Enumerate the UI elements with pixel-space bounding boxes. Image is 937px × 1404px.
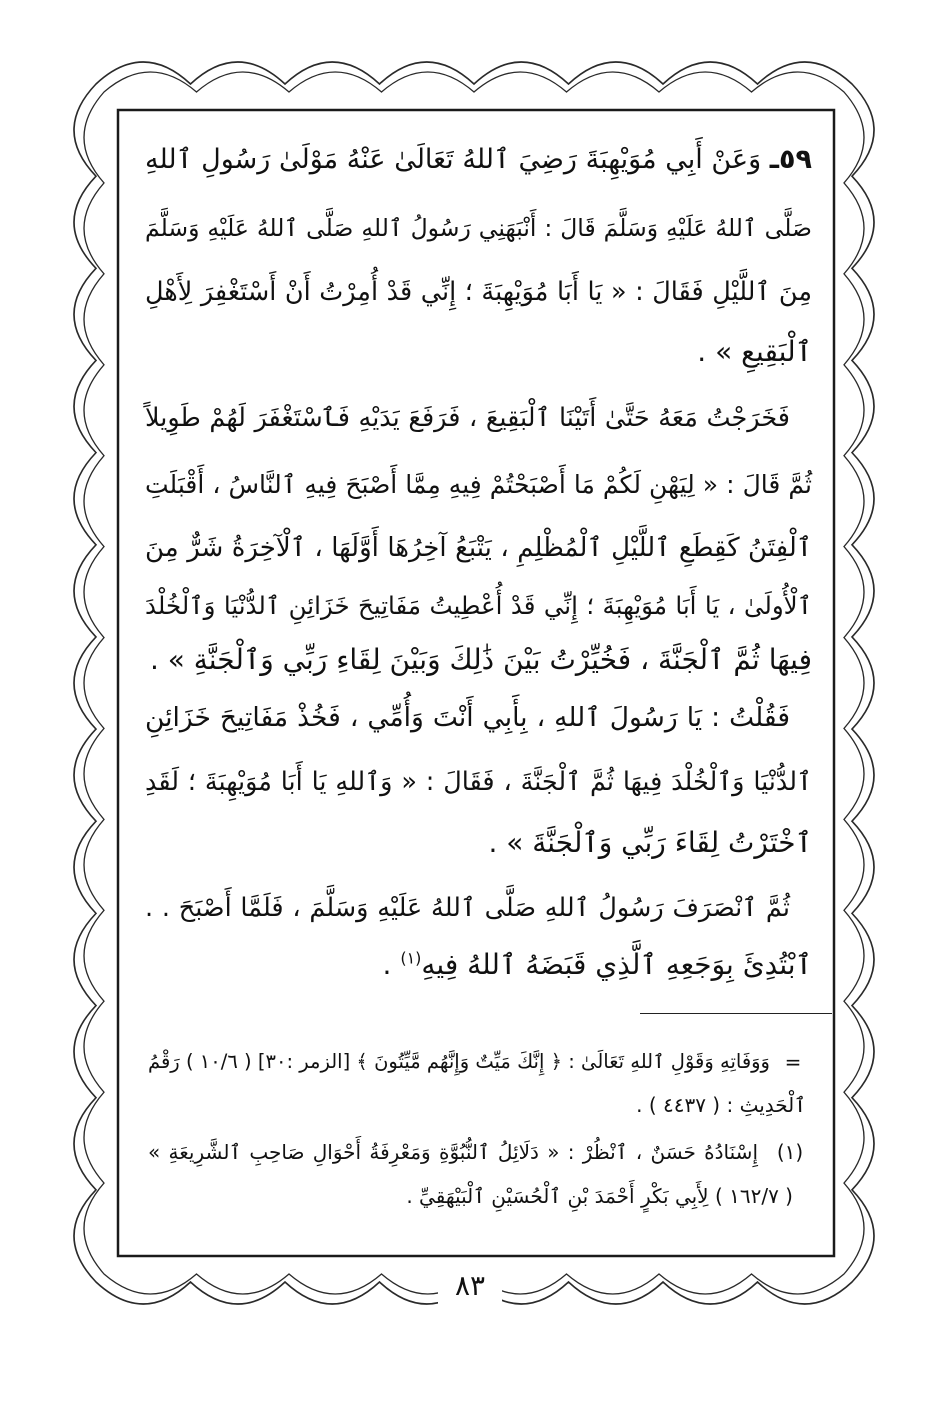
page-number: ٨٣ [438,1266,502,1306]
footnote-reference: (١) [400,948,422,968]
text-line-12: ٱخْتَرْتُ لِقَاءَ رَبِّي وَٱلْجَنَّةَ » . [488,826,812,859]
text-line-9: فِيهَا ثُمَّ ٱلْجَنَّةَ ، فَخُيِّرْتُ بَيْنَ ذَٰلِكَ وَبَيْنَ لِقَاءِ رَبِّي وَٱلْجَنَّةِ » . [149,643,812,676]
closing-mark: . [382,948,392,981]
text-line-3: مِنَ ٱللَّيْلِ فَقَالَ : « يَا أَبَا مُوَيْهِبَةَ ؛ إِنِّي قَدْ أُمِرْتُ أَنْ أَسْتَغْفِرَ لِأَهْلِ [145,277,812,307]
footnote-1-line-1: إِسْنَادُهُ حَسَنٌ ، ٱنْظُرْ : « دَلَائِلُ ٱلنُّبُوَّةِ وَمَعْرِفَةُ أَحْوَالِ صَاحِبِ ٱلشَّرِيعَةِ » [148,1140,758,1164]
text-line-2: صَلَّى ٱللهُ عَلَيْهِ وَسَلَّمَ قَالَ : أَنْبَهَنِي رَسُولُ ٱللهِ صَلَّى ٱللهُ عَلَيْهِ وَسَلَّمَ [145,214,812,242]
footnote-continuation-line-1: وَوَفَاتِهِ وَقَوْلِ ٱللهِ تَعَالَىٰ : ﴿ إِنَّكَ مَيِّتٌ وَإِنَّهُم مَّيِّتُونَ ﴾ [الزمر :٣٠] ( ١٠/٦ ) رَقْمُ [148,1050,770,1073]
text-line-14-body: ٱبْتُدِئَ بِوَجَعِهِ ٱلَّذِي قَبَضَهُ ٱللهُ فِيهِ [421,948,812,981]
text-line-10: فَقُلْتُ : يَا رَسُولَ ٱللهِ ، بِأَبِي أَنْتَ وَأُمِّي ، فَخُذْ مَفَاتِيحَ خَزَائِنِ [145,702,790,733]
text-line-6: ثُمَّ قَالَ : « لِيَهْنِ لَكُمْ مَا أَصْبَحْتُمْ فِيهِ مِمَّا أَصْبَحَ فِيهِ ٱلنَّاسُ ، أَقْبَلَتِ [145,470,812,499]
text-line-13: ثُمَّ ٱنْصَرَفَ رَسُولُ ٱللهِ صَلَّى ٱللهُ عَلَيْهِ وَسَلَّمَ ، فَلَمَّا أَصْبَحَ . . [145,893,790,923]
text-line-1 [145,132,812,188]
footnote-continuation-line-2: ٱلْحَدِيثِ : ( ٤٤٣٧ ) . [636,1093,806,1117]
text-line-14 [145,937,812,993]
text-line-4: ٱلْبَقِيعِ » . [697,335,812,368]
footnote-continuation-marker: = [784,1050,802,1074]
text-line-1-body: وَعَنْ أَبِي مُوَيْهِبَةَ رَضِيَ ٱللهُ تَعَالَىٰ عَنْهُ مَوْلَىٰ رَسُولِ ٱللهِ [145,144,762,175]
text-line-11: ٱلدُّنْيَا وَٱلْخُلْدَ فِيهَا ثُمَّ ٱلْجَنَّةَ ، فَقَالَ : « وَٱللهِ يَا أَبَا مُوَيْهِبَةَ ؛ لَقَدِ [145,767,812,797]
text-line-8: ٱلْأُولَىٰ ، يَا أَبَا مُوَيْهِبَةَ ؛ إِنِّي قَدْ أُعْطِيتُ مَفَاتِيحَ خَزَائِنِ ٱلدُّنْيَا وَٱلْخُلْدَ [145,591,812,620]
footnote-separator [640,1013,832,1014]
text-line-7: ٱلْفِتَنُ كَقِطَعِ ٱللَّيْلِ ٱلْمُظْلِمِ ، يَتْبَعُ آخِرُهَا أَوَّلَهَا ، ٱلْآخِرَةُ شَرٌّ مِنَ [145,533,812,563]
text-line-5: فَخَرَجْتُ مَعَهُ حَتَّىٰ أَتَيْنَا ٱلْبَقِيعَ ، فَرَفَعَ يَدَيْهِ فَٱسْتَغْفَرَ لَهُمْ طَوِيلاً [145,403,790,433]
footnote-1-line-2: ( ١٦٢/٧ ) لِأَبِي بَكْرٍ أَحْمَدَ بْنِ ٱلْحُسَيْنِ ٱلْبَيْهَقِيِّ . [406,1184,793,1208]
footnote-1-marker: (١) [776,1140,804,1164]
hadith-number: ٥٩ـ [769,144,812,175]
